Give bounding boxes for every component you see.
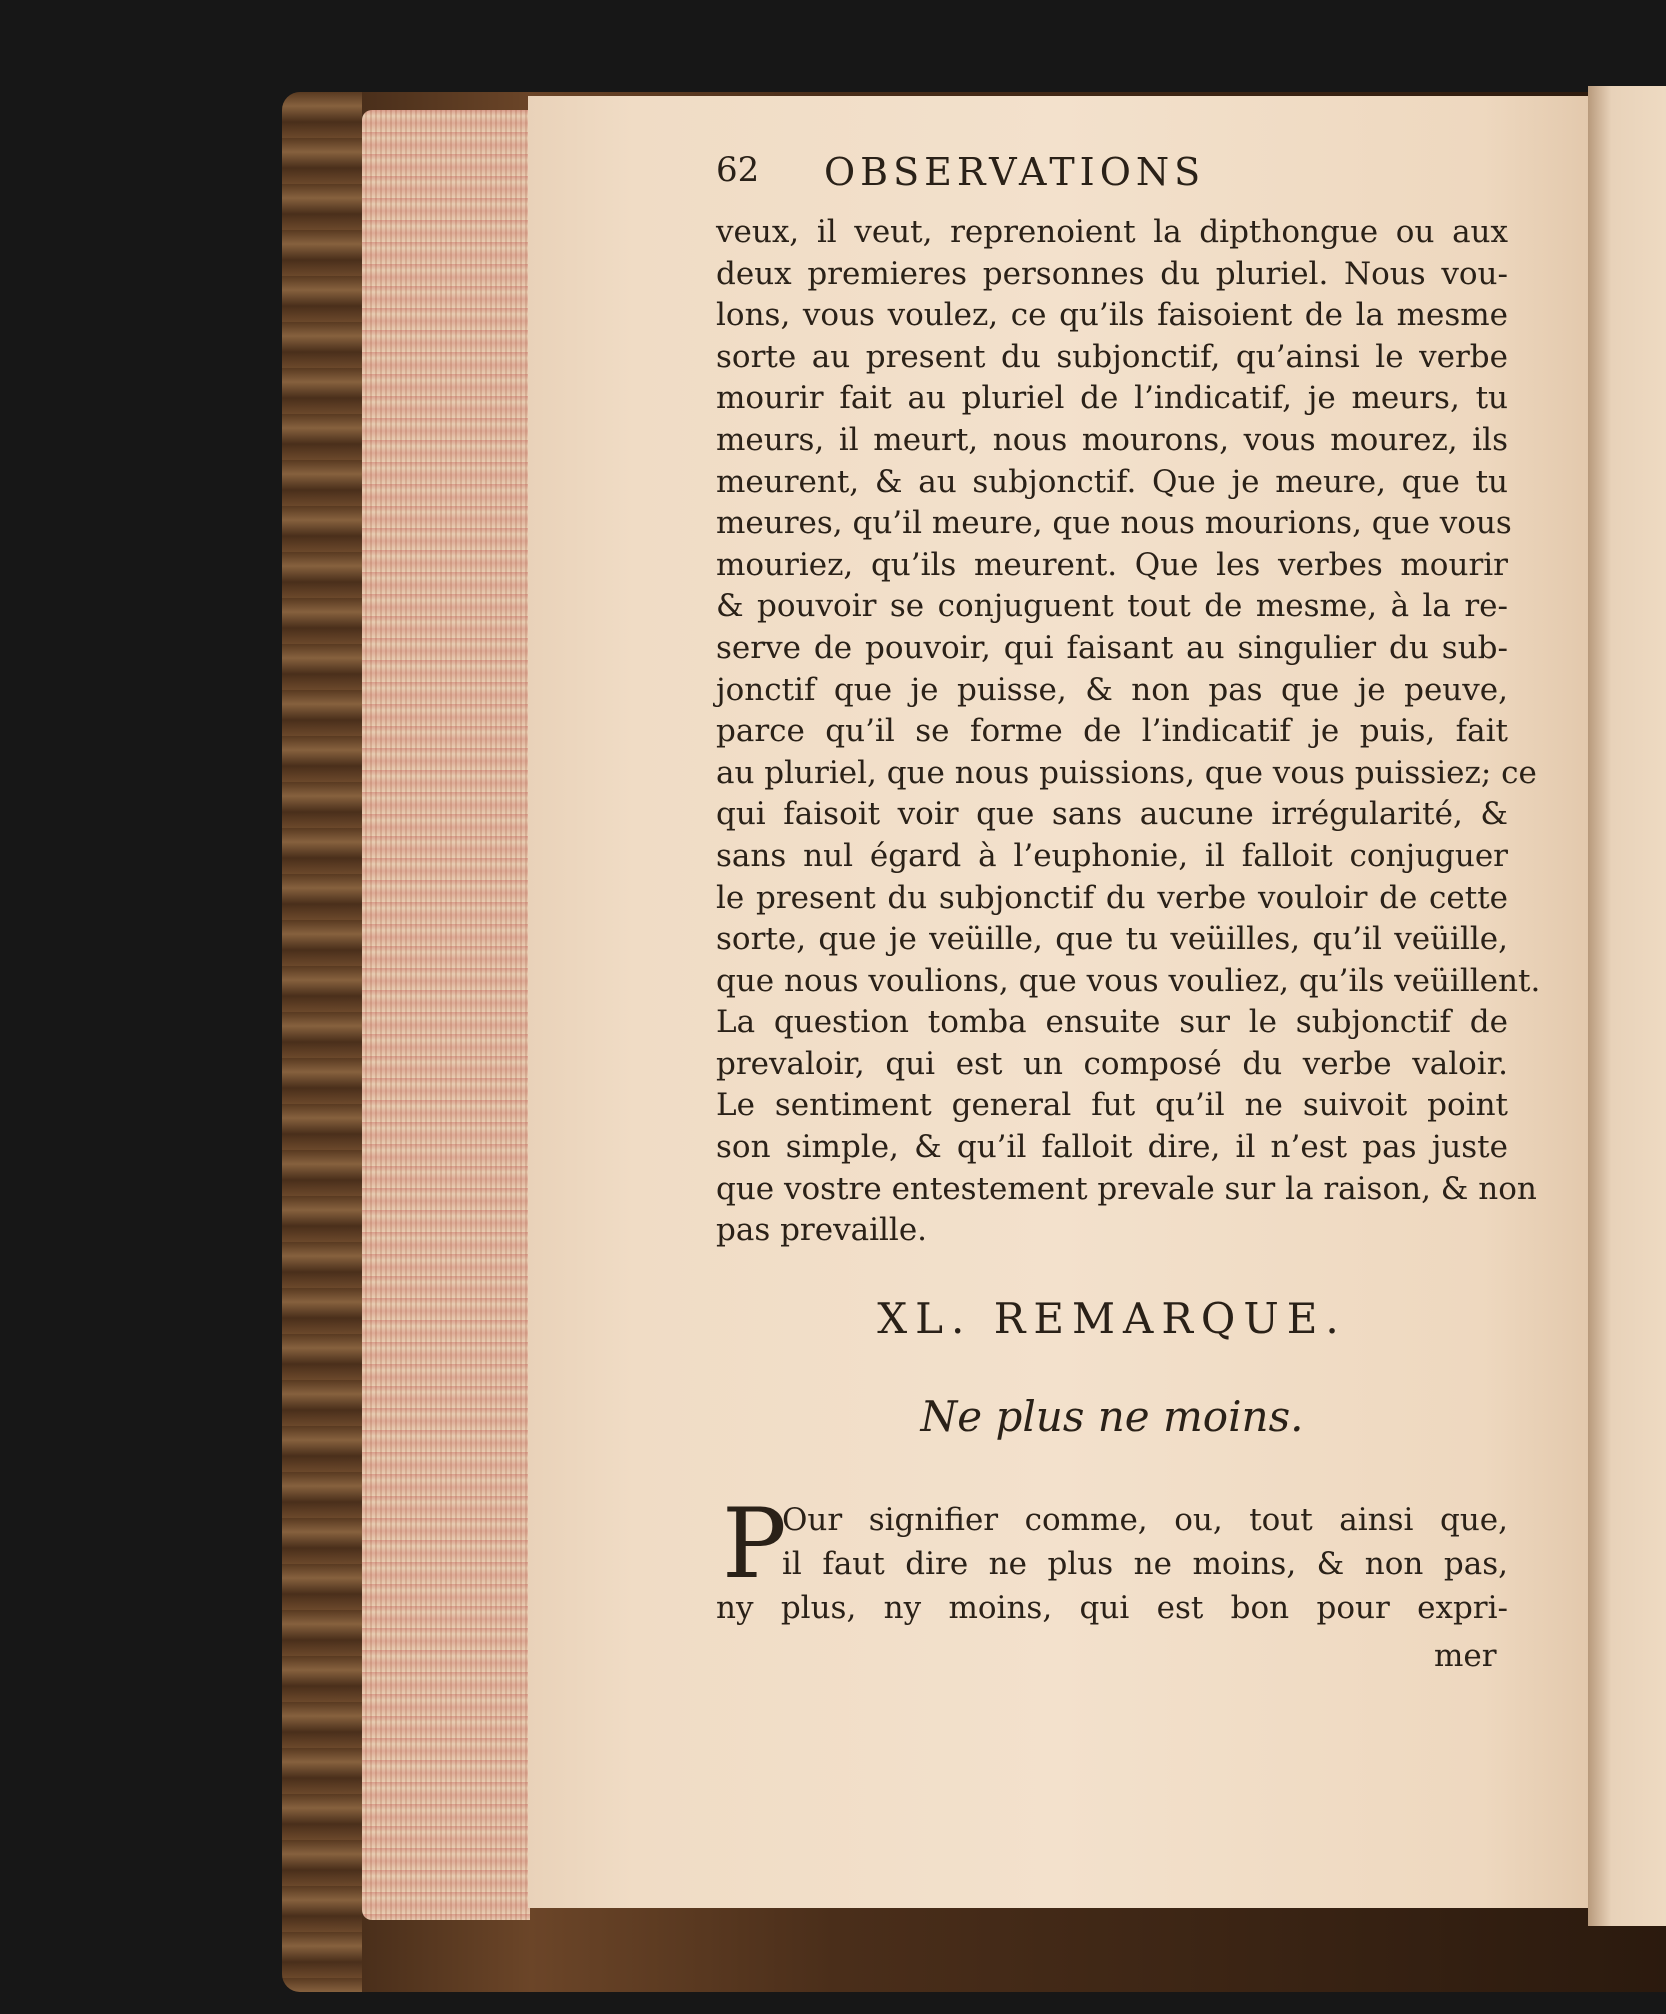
catchword: mer: [1434, 1638, 1497, 1674]
text-line: meures, qu’il meure, que nous mourions, que vous: [716, 505, 1512, 542]
text-line: parce qu’il se forme de l’indicatif je puis, fait: [716, 713, 1508, 750]
text-line: mouriez, qu’ils meurent. Que les verbes mourir: [716, 546, 1508, 583]
text-line: La question tomba ensuite sur le subjonctif de: [716, 1004, 1508, 1041]
text-line: prevaloir, qui est un composé du verbe valoir.: [716, 1045, 1508, 1082]
text-line: ny plus, ny moins, qui est bon pour expri-: [716, 1590, 1508, 1626]
text-line: mourir fait au pluriel de l’indicatif, je meurs, tu: [716, 380, 1508, 417]
remark-paragraph: [716, 1488, 1508, 1630]
text-line: meurs, il meurt, nous mourons, vous mourez, ils: [716, 421, 1508, 458]
text-line: meurent, & au subjonctif. Que je meure, que tu: [716, 463, 1508, 500]
text-line: deux premieres personnes du pluriel. Nous vou-: [716, 255, 1508, 292]
text-line: Le sentiment general fut qu’il ne suivoit point: [716, 1087, 1508, 1124]
text-line: pas prevaille.: [716, 1212, 928, 1249]
text-line: serve de pouvoir, qui faisant au singulier du sub-: [716, 629, 1508, 666]
text-line: au pluriel, que nous puissions, que vous puissiez; ce: [716, 754, 1537, 791]
text-line: sorte, que je veüille, que tu veüilles, qu’il veüille,: [716, 921, 1508, 958]
text-line: que vostre entestement prevale sur la raison, & non: [716, 1170, 1537, 1207]
running-head: [716, 150, 1508, 200]
text-line: sans nul égard à l’euphonie, il falloit conjuguer: [716, 837, 1508, 874]
leather-spine: [282, 92, 362, 1992]
text-line: son simple, & qu’il falloit dire, il n’est pas juste: [716, 1129, 1508, 1166]
body-text: [716, 212, 1541, 1252]
page-number: 62: [716, 150, 760, 190]
text-line: lons, vous voulez, ce qu’ils faisoient de la mesme: [716, 297, 1508, 334]
text-line: & pouvoir se conjuguent tout de mesme, à la re-: [716, 588, 1508, 625]
text-line: veux, il veut, reprenoient la dipthongue ou aux: [716, 214, 1508, 250]
text-line: il faut dire ne plus ne moins, & non pas,: [782, 1546, 1508, 1582]
drop-cap: P: [722, 1488, 787, 1600]
running-head-title: OBSERVATIONS: [824, 150, 1206, 194]
text-line: jonctif que je puisse, & non pas que je peuve,: [716, 671, 1508, 708]
text-line: sorte au present du subjonctif, qu’ainsi le verbe: [716, 338, 1508, 375]
facing-page: [1588, 86, 1666, 1926]
text-line: que nous voulions, que vous vouliez, qu’ils veüillent.: [716, 962, 1541, 999]
text-line: qui faisoit voir que sans aucune irrégularité, &: [716, 796, 1508, 833]
page-edges: [362, 110, 530, 1920]
remark-subtitle: Ne plus ne moins.: [920, 1392, 1304, 1441]
text-line: le present du subjonctif du verbe vouloir de cette: [716, 879, 1508, 916]
text-line: Our signifier comme, ou, tout ainsi que,: [782, 1502, 1508, 1538]
remark-heading: XL. REMARQUE.: [877, 1294, 1347, 1343]
